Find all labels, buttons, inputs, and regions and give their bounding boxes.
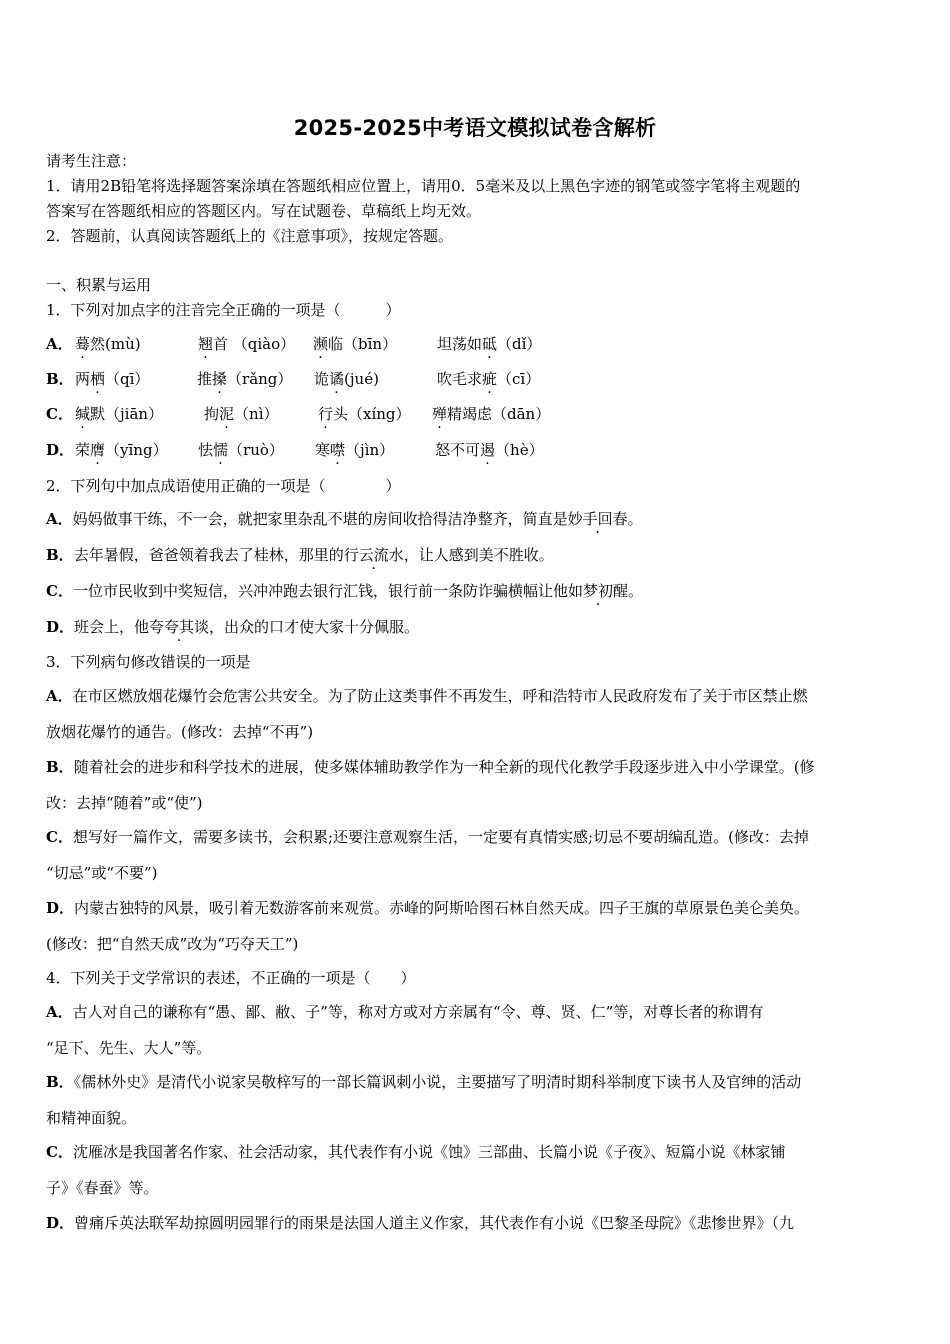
option-item: 吹毛求疵（cī） <box>437 370 541 388</box>
q2-option-c: C．一位市民收到中奖短信，兴冲冲跑去银行汇钱，银行前一条防诈骗横幅让他如梦初醒。 <box>46 582 643 600</box>
notice-line-3: 2．答题前，认真阅读答题纸上的《注意事项》，按规定答题。 <box>46 227 454 245</box>
q4-option-a-cont: “足下、先生、大人”等。 <box>46 1039 212 1057</box>
option-item: 荣膺（yīng） <box>75 441 168 459</box>
q3-option-b: B．随着社会的进步和科学技术的进展，使多媒体辅助教学作为一种全新的现代化教学手段逐步进入中小学课堂。(修 <box>46 758 815 776</box>
q4-option-b: B．《儒林外史》是清代小说家吴敬梓写的一部长篇讽刺小说，主要描写了明清时期科举制度下读书人及官绅的活动 <box>46 1073 802 1091</box>
q3-stem: 3．下列病句修改错误的一项是 <box>46 653 251 671</box>
q4-option-c: C．沈雁冰是我国著名作家、社会活动家，其代表作有小说《蚀》三部曲、长篇小说《子夜》、短篇小说《林家铺 <box>46 1143 786 1161</box>
q4-stem: 4．下列关于文学常识的表述，不正确的一项是（ ） <box>46 969 416 987</box>
q3-option-a-cont: 放烟花爆竹的通告。(修改：去掉“不再”) <box>46 723 314 741</box>
q2-option-a: A．妈妈做事干练，不一会，就把家里杂乱不堪的房间收拾得洁净整齐，简直是妙手回春。 <box>46 510 643 528</box>
option-item: 寒噤（jìn） <box>315 441 395 459</box>
option-item: 蓦然(mù) <box>75 335 141 353</box>
q3-option-a: A．在市区燃放烟花爆竹会危害公共安全。为了防止这类事件不再发生，呼和浩特市人民政府发布了关于市区禁止燃 <box>46 687 808 705</box>
option-item: 推搡（rǎng） <box>197 370 293 388</box>
option-item: 两栖（qī） <box>75 370 150 388</box>
option-item: 翘首 （qiào） <box>198 335 296 353</box>
option-item: 拘泥（nì） <box>204 405 279 423</box>
option-item: 坦荡如砥（dǐ） <box>437 335 542 353</box>
option-item: 诡谲(jué) <box>314 370 379 388</box>
option-item: 殚精竭虑（dān） <box>432 405 551 423</box>
notice-line-1: 1．请用2B铅笔将选择题答案涂填在答题纸相应位置上，请用0．5毫米及以上黑色字迹的钢笔或签字笔将主观题的 <box>46 177 801 195</box>
option-item: 缄默（jiān） <box>75 405 164 423</box>
q4-option-b-cont: 和精神面貌。 <box>46 1109 137 1127</box>
section-heading: 一、积累与运用 <box>46 276 152 294</box>
q3-option-b-cont: 改：去掉“随着”或“使”) <box>46 794 203 812</box>
q2-option-d: D．班会上，他夸夸其谈，出众的口才使大家十分佩服。 <box>46 618 420 636</box>
option-label: B． <box>46 370 74 388</box>
q2-option-b: B．去年暑假，爸爸领着我去了桂林，那里的行云流水，让人感到美不胜收。 <box>46 546 554 564</box>
option-label: A． <box>46 335 73 353</box>
q3-option-c-cont: “切忌”或“不要”) <box>46 864 158 882</box>
page-title: 2025-2025中考语文模拟试卷含解析 <box>293 116 657 140</box>
q4-option-a: A．古人对自己的谦称有“愚、鄙、敝、子”等，称对方或对方亲属有“令、尊、贤、仁”等，对尊长者的称谓有 <box>46 1003 764 1021</box>
q3-option-c: C．想写好一篇作文，需要多读书，会积累;还要注意观察生活，一定要有真情实感;切忌不要胡编乱造。(修改：去掉 <box>46 828 809 846</box>
notice-line-2: 答案写在答题纸相应的答题区内。写在试题卷、草稿纸上均无效。 <box>46 202 482 220</box>
q3-option-d: D．内蒙古独特的风景，吸引着无数游客前来观赏。赤峰的阿斯哈图石林自然天成。四子王旗的草原景色美仑美奂。 <box>46 899 810 917</box>
option-label: C． <box>46 405 73 423</box>
option-label: D． <box>46 441 75 459</box>
option-item: 行头（xíng） <box>318 405 411 423</box>
q4-option-d: D．曾痛斥英法联军劫掠圆明园罪行的雨果是法国人道主义作家，其代表作有小说《巴黎圣母院》《悲惨世界》（九 <box>46 1214 795 1232</box>
q3-option-d-cont: (修改：把“自然天成”改为“巧夺天工”) <box>46 935 299 953</box>
option-item: 怒不可遏（hè） <box>435 441 544 459</box>
q4-option-c-cont: 子》《春蚕》等。 <box>46 1179 159 1197</box>
q1-stem: 1．下列对加点字的注音完全正确的一项是（ ） <box>46 301 401 319</box>
q2-stem: 2．下列句中加点成语使用正确的一项是（ ） <box>46 477 401 495</box>
notice-heading: 请考生注意： <box>46 152 137 170</box>
option-item: 怯懦（ruò） <box>198 441 284 459</box>
option-item: 濒临（bīn） <box>313 335 398 353</box>
